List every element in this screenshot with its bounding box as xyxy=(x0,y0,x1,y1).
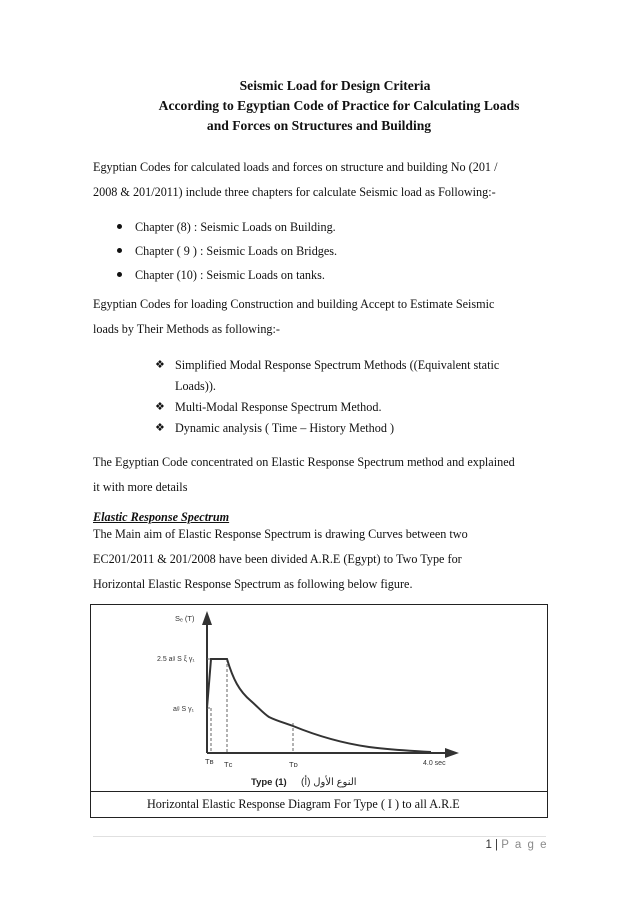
methods-intro-paragraph xyxy=(93,292,553,342)
intro-paragraph xyxy=(93,155,553,205)
methods-intro-line-2: loads by Their Methods as following:- xyxy=(93,322,280,336)
footer-divider xyxy=(93,836,546,837)
section-body-line-2: EC201/2011 & 201/2008 have been divided A.R.E (Egypt) to Two Type for xyxy=(93,552,462,566)
title-line-3: and Forces on Structures and Building xyxy=(206,118,432,133)
page-word: P a g e xyxy=(501,839,548,851)
response-spectrum-diagram xyxy=(91,605,547,791)
page-number: 1 xyxy=(485,839,492,851)
tick-label-td: Tᴅ xyxy=(289,760,298,769)
bullet-icon xyxy=(117,248,122,253)
base-value-label: aᵍ S γ₁ xyxy=(173,706,194,713)
bullet-icon xyxy=(117,224,122,229)
method-item-line: Multi-Modal Response Spectrum Method. xyxy=(175,400,382,414)
section-body-line-3: Horizontal Elastic Response Spectrum as following below figure. xyxy=(93,577,413,591)
chapter-item: Chapter (8) : Seismic Loads on Building. xyxy=(135,220,336,234)
section-body xyxy=(93,522,553,597)
peak-value-label: 2.5 aᵍ S ξ γ₁ xyxy=(157,656,195,663)
figure-caption-row xyxy=(91,791,547,817)
concentrated-line-1: The Egyptian Code concentrated on Elastic Response Spectrum method and explained xyxy=(93,455,515,469)
methods-intro-line-1: Egyptian Codes for loading Construction and building Accept to Estimate Seismic xyxy=(93,297,495,311)
method-item-line: Simplified Modal Response Spectrum Methods ((Equivalent static xyxy=(175,358,500,372)
diamond-bullet-icon: ❖ xyxy=(155,359,165,371)
arabic-type-label: (أ) النوع الأول xyxy=(301,777,357,788)
y-axis-label: Sₑ (T) xyxy=(175,614,195,623)
x-axis-arrow-icon xyxy=(445,748,459,758)
chapter-item: Chapter ( 9 ) : Seismic Loads on Bridges. xyxy=(135,244,338,258)
tick-label-tb: Tʙ xyxy=(205,757,214,766)
tick-label-tc: Tᴄ xyxy=(224,760,233,769)
method-item-line: Loads)). xyxy=(175,379,216,393)
intro-line-1: Egyptian Codes for calculated loads and forces on structure and building No (201 / xyxy=(93,160,498,174)
tick-label-end: 4.0 sec xyxy=(423,760,446,767)
concentrated-line-2: it with more details xyxy=(93,480,188,494)
diamond-bullet-icon: ❖ xyxy=(155,422,165,434)
footer-separator: | xyxy=(495,839,499,851)
figure-box xyxy=(90,604,548,818)
concentrated-paragraph xyxy=(93,450,553,500)
diamond-bullet-icon: ❖ xyxy=(155,401,165,413)
spectrum-curve xyxy=(207,659,431,752)
figure-caption: Horizontal Elastic Response Diagram For Type ( I ) to all A.R.E xyxy=(147,797,460,811)
type-label: Type (1) xyxy=(251,777,287,788)
bullet-icon xyxy=(117,272,122,277)
chapter-item: Chapter (10) : Seismic Loads on tanks. xyxy=(135,268,325,282)
method-item-line: Dynamic analysis ( Time – History Method ) xyxy=(175,421,395,435)
title-line-1: Seismic Load for Design Criteria xyxy=(239,78,431,93)
intro-line-2: 2008 & 201/2011) include three chapters for calculate Seismic load as Following:- xyxy=(93,185,496,199)
y-axis-arrow-icon xyxy=(202,611,212,625)
document-title xyxy=(0,76,638,136)
section-heading: Elastic Response Spectrum xyxy=(93,510,230,524)
section-body-line-1: The Main aim of Elastic Response Spectrum is drawing Curves between two xyxy=(93,527,468,541)
title-line-2: According to Egyptian Code of Practice for Calculating Loads xyxy=(158,98,520,113)
page-footer xyxy=(485,839,548,851)
